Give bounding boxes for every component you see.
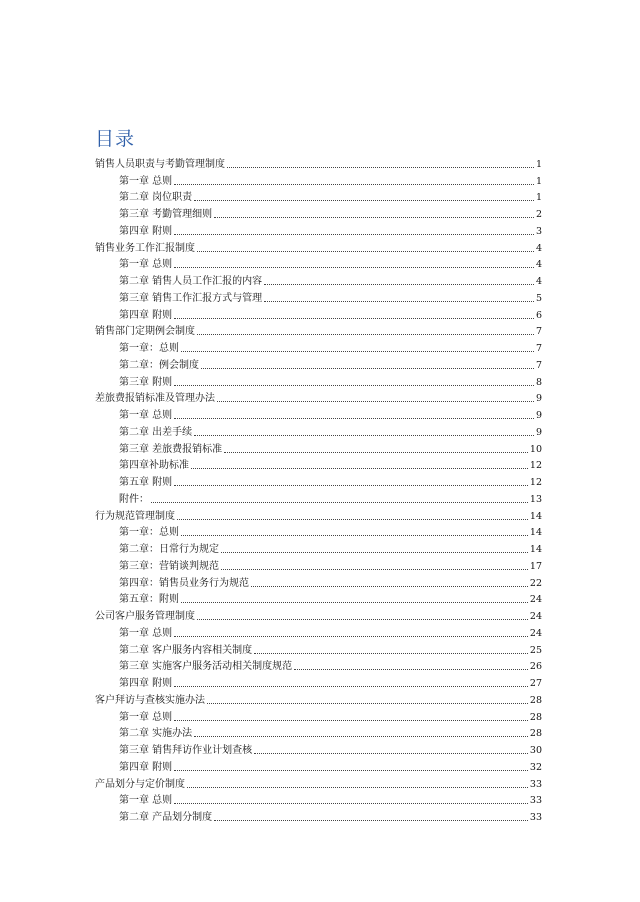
toc-page-number: 1 bbox=[535, 175, 542, 187]
toc-entry-label: 第三章 实施客户服务活动相关制度规范 bbox=[119, 661, 293, 673]
toc-entry-label: 差旅费报销标准及管理办法 bbox=[95, 393, 215, 405]
toc-page-number: 1 bbox=[535, 158, 542, 170]
toc-page-number: 4 bbox=[535, 259, 542, 271]
toc-entry-label: 第一章 总则 bbox=[119, 795, 173, 807]
toc-chapter-entry[interactable] bbox=[95, 288, 542, 305]
toc-entry-label: 第四章 附则 bbox=[119, 761, 173, 773]
dot-leader bbox=[214, 820, 528, 821]
toc-page-number: 24 bbox=[529, 611, 542, 622]
dot-leader bbox=[174, 636, 528, 637]
toc-chapter-entry[interactable] bbox=[95, 422, 542, 439]
toc-chapter-entry[interactable] bbox=[95, 556, 542, 573]
toc-chapter-entry[interactable] bbox=[95, 707, 542, 724]
dot-leader bbox=[181, 535, 528, 536]
toc-page-number: 9 bbox=[535, 393, 542, 405]
toc-entry-label: 客户拜访与查核实施办法 bbox=[95, 694, 205, 706]
toc-page-number: 9 bbox=[535, 426, 542, 438]
toc-chapter-entry[interactable] bbox=[95, 724, 542, 741]
dot-leader bbox=[194, 435, 534, 436]
dot-leader bbox=[221, 569, 528, 570]
dot-leader bbox=[254, 753, 528, 754]
toc-entry-label: 第一章 总则 bbox=[119, 259, 173, 271]
toc-chapter-entry[interactable] bbox=[95, 405, 542, 422]
dot-leader bbox=[174, 720, 528, 721]
dot-leader bbox=[194, 200, 534, 201]
toc-page-number: 24 bbox=[529, 594, 542, 606]
toc-page-number: 25 bbox=[529, 644, 542, 656]
toc-section-entry[interactable] bbox=[95, 606, 542, 623]
dot-leader bbox=[181, 351, 534, 352]
toc-page-number: 9 bbox=[535, 410, 542, 421]
toc-chapter-entry[interactable] bbox=[95, 539, 542, 556]
dot-leader bbox=[181, 602, 528, 603]
toc-chapter-entry[interactable] bbox=[95, 255, 542, 272]
toc-entry-label: 产品划分与定价制度 bbox=[95, 778, 185, 790]
dot-leader bbox=[174, 485, 528, 486]
dot-leader bbox=[174, 234, 534, 235]
toc-entry-label: 第一章 总则 bbox=[119, 175, 173, 187]
toc-entry-label: 附件： bbox=[119, 493, 149, 505]
toc-section-entry[interactable] bbox=[95, 506, 542, 523]
toc-entry-label: 第三章：营销谈判规范 bbox=[119, 560, 219, 572]
toc-entry-label: 第一章 总则 bbox=[119, 711, 173, 723]
toc-entry-label: 第一章：总则 bbox=[119, 527, 179, 539]
toc-page-number: 22 bbox=[529, 577, 542, 589]
toc-chapter-entry[interactable] bbox=[95, 439, 542, 456]
toc-chapter-entry[interactable] bbox=[95, 305, 542, 322]
toc-section-entry[interactable] bbox=[95, 389, 542, 406]
toc-page-number: 33 bbox=[529, 812, 542, 823]
dot-leader bbox=[177, 519, 528, 520]
toc-page-number: 14 bbox=[529, 544, 542, 555]
dot-leader bbox=[197, 334, 534, 335]
toc-page-number: 10 bbox=[529, 443, 542, 455]
toc-chapter-entry[interactable] bbox=[95, 523, 542, 540]
toc-entry-label: 第四章补助标准 bbox=[119, 460, 189, 472]
toc-entry-label: 第二章 产品划分制度 bbox=[119, 812, 213, 823]
toc-chapter-entry[interactable] bbox=[95, 757, 542, 774]
dot-leader bbox=[221, 552, 528, 553]
toc-entry-label: 第四章 附则 bbox=[119, 309, 173, 321]
dot-leader bbox=[207, 703, 528, 704]
toc-chapter-entry[interactable] bbox=[95, 204, 542, 221]
dot-leader bbox=[174, 418, 534, 419]
dot-leader bbox=[224, 452, 528, 453]
toc-page-number: 30 bbox=[529, 745, 542, 756]
toc-page-number: 2 bbox=[535, 209, 542, 220]
dot-leader bbox=[264, 301, 534, 302]
toc-section-entry[interactable] bbox=[95, 154, 542, 171]
dot-leader bbox=[294, 669, 528, 670]
toc-entry-label: 第二章 销售人员工作汇报的内容 bbox=[119, 276, 263, 287]
toc-page-number: 14 bbox=[529, 527, 542, 539]
toc-page-number: 28 bbox=[529, 711, 542, 723]
toc-page-number: 12 bbox=[529, 460, 542, 472]
toc-page-number: 32 bbox=[529, 761, 542, 773]
toc-entry-label: 第一章 总则 bbox=[119, 410, 173, 421]
toc-section-entry[interactable] bbox=[95, 690, 542, 707]
toc-page-number: 4 bbox=[535, 276, 542, 287]
toc-chapter-entry[interactable] bbox=[95, 590, 542, 607]
toc-entry-label: 第三章 销售工作汇报方式与管理 bbox=[119, 292, 263, 304]
toc-page-number: 24 bbox=[529, 627, 542, 639]
toc-page-number: 33 bbox=[529, 778, 542, 790]
toc-page-number: 6 bbox=[535, 309, 542, 321]
toc-entry-label: 第三章 考勤管理细则 bbox=[119, 209, 213, 220]
dot-leader bbox=[174, 318, 534, 319]
dot-leader bbox=[217, 401, 534, 402]
toc-entry-label: 第一章：总则 bbox=[119, 343, 179, 354]
dot-leader bbox=[151, 502, 528, 503]
dot-leader bbox=[227, 167, 534, 168]
toc-entry-label: 第四章：销售员业务行为规范 bbox=[119, 577, 249, 589]
dot-leader bbox=[187, 787, 528, 788]
toc-chapter-entry[interactable] bbox=[95, 372, 542, 389]
toc-entry-label: 销售人员职责与考勤管理制度 bbox=[95, 158, 225, 170]
dot-leader bbox=[174, 686, 528, 687]
dot-leader bbox=[197, 251, 534, 252]
toc-page-number: 7 bbox=[535, 343, 542, 354]
dot-leader bbox=[214, 217, 534, 218]
toc-entry-label: 第二章 实施办法 bbox=[119, 728, 193, 740]
toc-page-number: 17 bbox=[529, 560, 542, 572]
toc-entry-label: 第三章 销售拜访作业计划查核 bbox=[119, 745, 253, 756]
dot-leader bbox=[264, 284, 534, 285]
toc-entry-label: 第四章 附则 bbox=[119, 678, 173, 689]
toc-entry-label: 第二章 岗位职责 bbox=[119, 192, 193, 204]
dot-leader bbox=[254, 653, 528, 654]
toc-chapter-entry[interactable] bbox=[95, 791, 542, 808]
dot-leader bbox=[194, 736, 528, 737]
toc-page-number: 12 bbox=[529, 477, 542, 488]
toc-section-entry[interactable] bbox=[95, 322, 542, 339]
toc-page-number: 5 bbox=[535, 292, 542, 304]
toc-entry-label: 第二章 出差手续 bbox=[119, 426, 193, 438]
toc-chapter-entry[interactable] bbox=[95, 456, 542, 473]
toc-entry-label: 销售部门定期例会制度 bbox=[95, 326, 195, 338]
toc-chapter-entry[interactable] bbox=[95, 271, 542, 288]
toc-chapter-entry[interactable] bbox=[95, 657, 542, 674]
dot-leader bbox=[191, 468, 528, 469]
toc-section-entry[interactable] bbox=[95, 774, 542, 791]
toc-entry-label: 销售业务工作汇报制度 bbox=[95, 242, 195, 254]
toc-chapter-entry[interactable] bbox=[95, 338, 542, 355]
toc-section-entry[interactable] bbox=[95, 238, 542, 255]
dot-leader bbox=[174, 184, 534, 185]
toc-entry-label: 第三章 差旅费报销标准 bbox=[119, 443, 223, 455]
toc-chapter-entry[interactable] bbox=[95, 171, 542, 188]
toc-chapter-entry[interactable] bbox=[95, 573, 542, 590]
toc-chapter-entry[interactable] bbox=[95, 472, 542, 489]
dot-leader bbox=[251, 586, 528, 587]
toc-page-number: 28 bbox=[529, 728, 542, 740]
toc-chapter-entry[interactable] bbox=[95, 221, 542, 238]
toc-entry-label: 第五章：附则 bbox=[119, 594, 179, 606]
toc-entry-label: 行为规范管理制度 bbox=[95, 510, 175, 522]
dot-leader bbox=[174, 267, 534, 268]
toc-page-number: 26 bbox=[529, 661, 542, 673]
toc-page-number: 7 bbox=[535, 326, 542, 338]
toc-page-number: 1 bbox=[535, 192, 542, 204]
toc-entry-label: 第五章 附则 bbox=[119, 477, 173, 488]
toc-chapter-entry[interactable] bbox=[95, 807, 542, 824]
dot-leader bbox=[201, 368, 534, 369]
toc-title: 目录 bbox=[95, 128, 136, 150]
toc-chapter-entry[interactable] bbox=[95, 355, 542, 372]
toc-page-number: 4 bbox=[535, 242, 542, 254]
table-of-contents bbox=[95, 154, 542, 824]
toc-chapter-entry[interactable] bbox=[95, 188, 542, 205]
toc-page-number: 3 bbox=[535, 225, 542, 237]
toc-chapter-entry[interactable] bbox=[95, 740, 542, 757]
dot-leader bbox=[174, 803, 528, 804]
dot-leader bbox=[174, 770, 528, 771]
dot-leader bbox=[197, 619, 528, 620]
toc-chapter-entry[interactable] bbox=[95, 489, 542, 506]
toc-chapter-entry[interactable] bbox=[95, 640, 542, 657]
dot-leader bbox=[174, 385, 534, 386]
toc-entry-label: 第一章 总则 bbox=[119, 627, 173, 639]
toc-entry-label: 第三章 附则 bbox=[119, 376, 173, 388]
toc-chapter-entry[interactable] bbox=[95, 623, 542, 640]
toc-entry-label: 第四章 附则 bbox=[119, 225, 173, 237]
toc-entry-label: 第二章 客户服务内容相关制度 bbox=[119, 644, 253, 656]
toc-page-number: 14 bbox=[529, 510, 542, 522]
toc-entry-label: 公司客户服务管理制度 bbox=[95, 611, 195, 622]
toc-entry-label: 第二章：例会制度 bbox=[119, 359, 199, 371]
toc-page-number: 33 bbox=[529, 795, 542, 807]
toc-page-number: 28 bbox=[529, 694, 542, 706]
toc-page-number: 7 bbox=[535, 359, 542, 371]
toc-page-number: 13 bbox=[529, 493, 542, 505]
toc-chapter-entry[interactable] bbox=[95, 673, 542, 690]
toc-entry-label: 第二章：日常行为规定 bbox=[119, 544, 219, 555]
toc-page-number: 27 bbox=[529, 678, 542, 689]
toc-page-number: 8 bbox=[535, 376, 542, 388]
